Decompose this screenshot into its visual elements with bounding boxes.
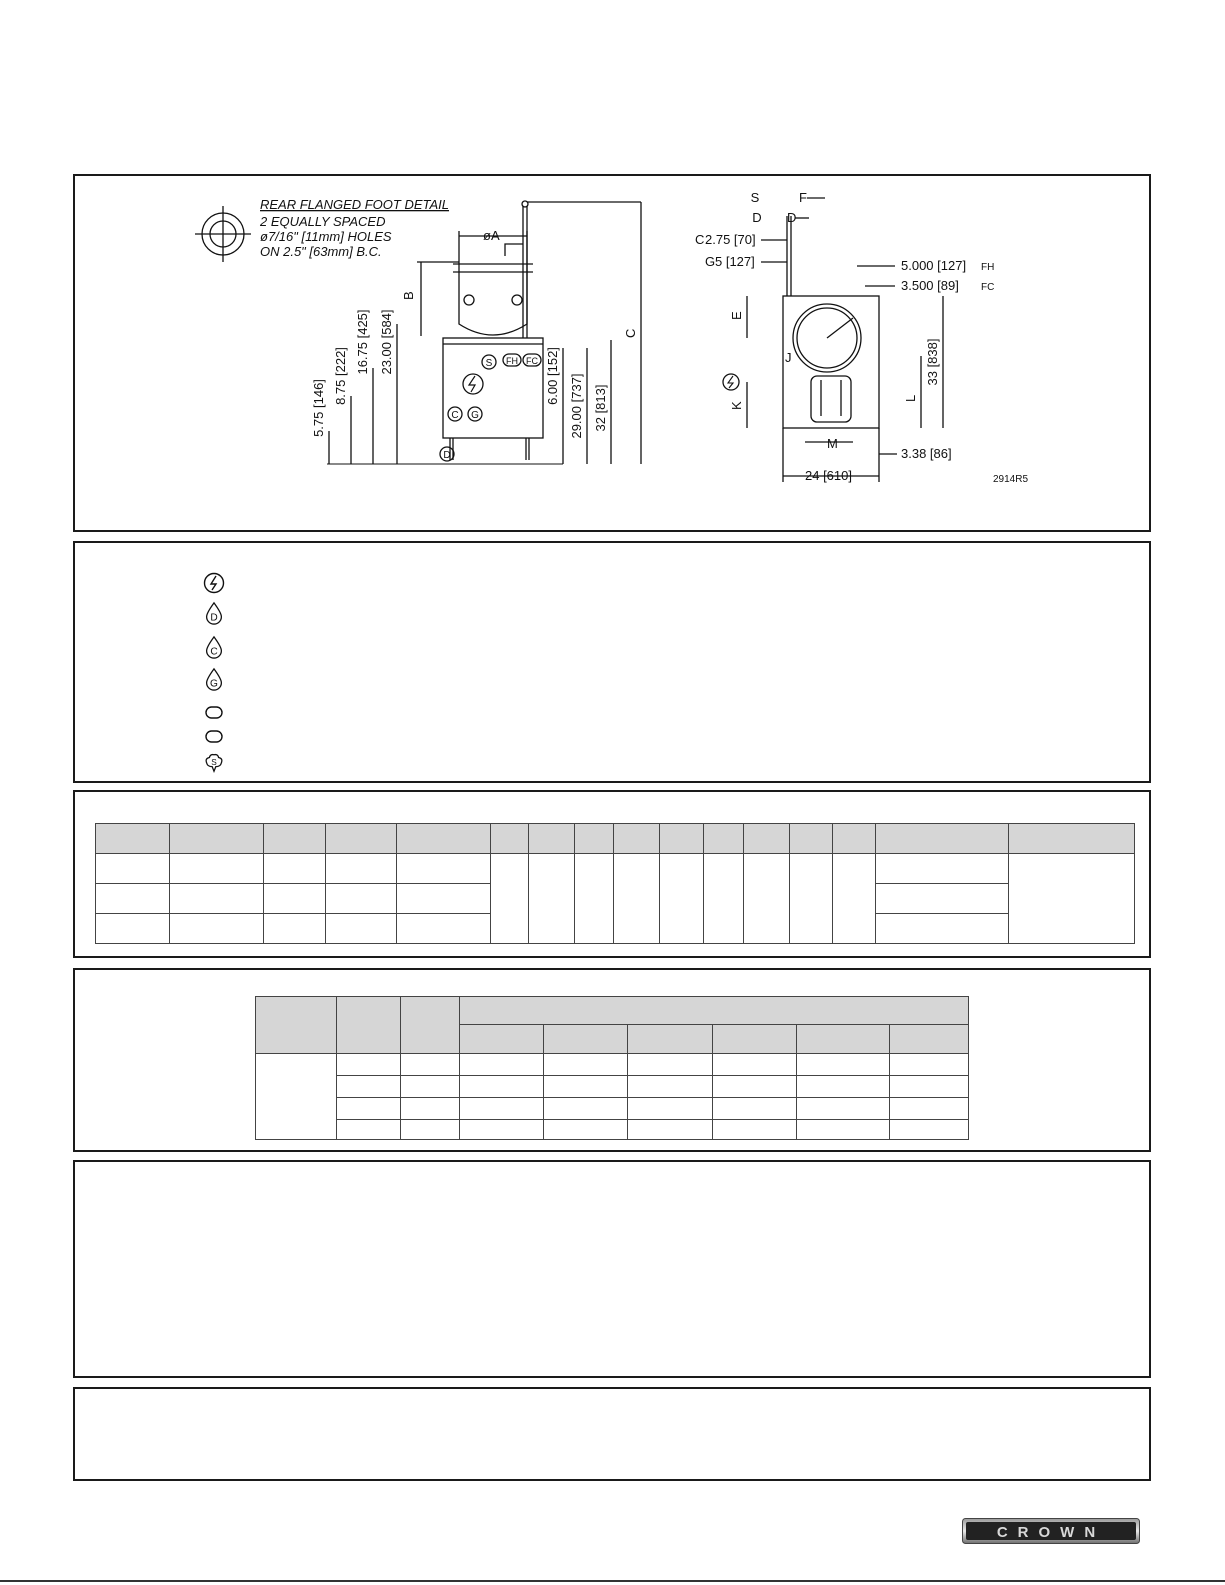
- footer-panel: [73, 1387, 1151, 1481]
- foot-detail-line1: 2 EQUALLY SPACED: [260, 214, 386, 229]
- dim-g-5: 5 [127]: [715, 254, 755, 269]
- side-mark-fh: FH: [506, 356, 518, 366]
- dim-j: J: [785, 350, 792, 365]
- electrical-icon: [203, 571, 225, 595]
- dim-146: 5.75 [146]: [311, 379, 326, 437]
- top-mark-fh: FH: [981, 262, 995, 273]
- side-mark-g: G: [471, 410, 479, 421]
- blank-oval-icon: [203, 701, 225, 725]
- electrical-table-panel: [73, 968, 1151, 1152]
- cold-water-letter: C: [210, 646, 218, 658]
- drawing-panel: [73, 174, 1151, 532]
- side-mark-c: C: [451, 410, 459, 421]
- steam-letter: S: [211, 757, 217, 767]
- electrical-table: [255, 996, 969, 1140]
- dim-813: 32 [813]: [593, 384, 608, 432]
- drawing-number: 2914R5: [993, 474, 1029, 485]
- table-row: [256, 1076, 969, 1098]
- dim-c: C: [623, 328, 638, 338]
- foot-detail-line2: ø7/16" [11mm] HOLES: [260, 229, 392, 244]
- logo-text: CROWN: [996, 1524, 1106, 1541]
- crown-logo: [962, 1518, 1140, 1544]
- foot-detail-line3: ON 2.5" [63mm] B.C.: [260, 244, 382, 259]
- gas-icon: [203, 667, 225, 691]
- dim-fh: 5.000 [127]: [901, 258, 967, 273]
- technical-drawing: [75, 176, 1149, 530]
- cold-water-icon: [203, 635, 225, 659]
- table-row: [256, 1120, 969, 1140]
- dim-m: M: [827, 436, 838, 451]
- drain-icon: [203, 601, 225, 625]
- steam-icon: [203, 751, 225, 775]
- dimensions-table: [95, 823, 1135, 944]
- foot-detail-title: REAR FLANGED FOOT DETAIL: [260, 197, 450, 212]
- dim-b: B: [401, 291, 416, 300]
- dim-fc: 3.500 [89]: [901, 278, 959, 293]
- dim-c-275: 2.75 [70]: [705, 232, 756, 247]
- top-mark-s: S: [750, 190, 760, 205]
- top-view: [695, 190, 994, 483]
- drain-letter: D: [210, 612, 218, 624]
- bottom-rule: [0, 1580, 1225, 1582]
- dim-152: 6.00 [152]: [545, 347, 560, 405]
- dim-l: L: [903, 394, 918, 402]
- table-row: [96, 854, 1135, 884]
- dim-610: 24 [610]: [805, 468, 852, 483]
- dim-584: 23.00 [584]: [379, 309, 394, 375]
- table-row: [256, 1098, 969, 1120]
- top-mark-fc: FC: [981, 282, 995, 293]
- side-mark-fc: FC: [526, 356, 538, 366]
- dim-d: D: [787, 210, 797, 225]
- gas-letter: G: [210, 678, 218, 690]
- notes-panel: [73, 1160, 1151, 1378]
- dim-425: 16.75 [425]: [355, 309, 370, 375]
- dim-838: 33 [838]: [925, 338, 940, 386]
- foot-detail: [195, 197, 449, 262]
- dim-222: 8.75 [222]: [333, 347, 348, 405]
- dimensions-table-panel: [73, 790, 1151, 958]
- dim-e: E: [729, 311, 744, 320]
- dim-k: K: [729, 401, 744, 410]
- top-mark-g: G: [705, 254, 716, 269]
- dim-737: 29.00 [737]: [569, 373, 584, 439]
- side-mark-d: D: [443, 450, 451, 461]
- dim-f: F: [799, 190, 807, 205]
- dim-a: øA: [483, 228, 500, 243]
- top-mark-d: D: [752, 210, 762, 225]
- table-header-row: [96, 824, 1135, 854]
- blank-oval-icon: [203, 725, 225, 749]
- top-mark-c: C: [695, 232, 705, 247]
- legend-panel: [73, 541, 1151, 783]
- table-row: [256, 1054, 969, 1076]
- dim-86: 3.38 [86]: [901, 446, 952, 461]
- table-header-row: [256, 997, 969, 1025]
- side-mark-s: S: [485, 358, 493, 369]
